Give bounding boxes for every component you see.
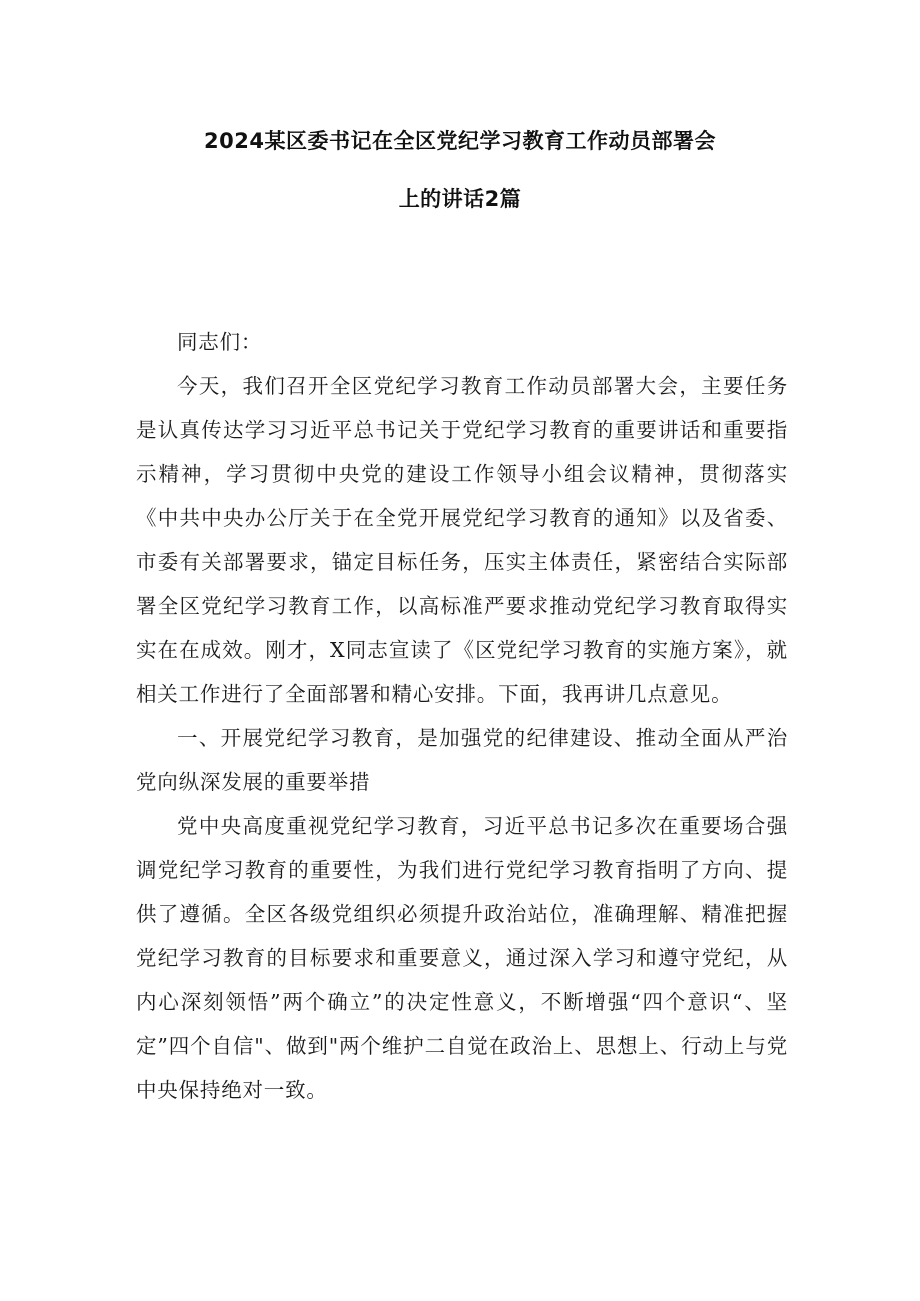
document-body [136,320,788,1112]
section-heading-1: 一、开展党纪学习教育，是加强党的纪律建设、推动全面从严治党向纵深发展的重要举措 [136,726,788,794]
document-title-line-1: 2024某区委书记在全区党纪学习教育工作动员部署会 [204,129,716,153]
paragraph-section-1: 党中央高度重视党纪学习教育，习近平总书记多次在重要场合强调党纪学习教育的重要性，为我们进行党纪学习教育指明了方向、提供了遵循。全区各级党组织必须提升政治站位，准确理解、精准把握党纪学习教育的目标要求和重要意义，通过深入学习和遵守党纪，从内心深刻领悟”两个确立”的决定性意义，不断增强“四个意识“、坚定”四个自信"、做到"两个维护二自觉在政治上、思想上、行动上与党中央保持绝对一致。 [136,814,788,1102]
document-title-line-2: 上的讲话2篇 [398,187,522,211]
salutation: 同志们： [177,330,263,354]
paragraph-intro: 今天，我们召开全区党纪学习教育工作动员部署大会，主要任务是认真传达学习习近平总书记关于党纪学习教育的重要讲话和重要指示精神，学习贯彻中央党的建设工作领导小组会议精神，贯彻落实《中共中央办公厅关于在全党开展党纪学习教育的通知》以及省委、市委有关部署要求，锚定目标任务，压实主体责任，紧密结合实际部署全区党纪学习教育工作，以高标准严要求推动党纪学习教育取得实实在在成效。刚才，X同志宣读了《区党纪学习教育的实施方案》，就相关工作进行了全面部署和精心安排。下面，我再讲几点意见。 [136,374,788,706]
